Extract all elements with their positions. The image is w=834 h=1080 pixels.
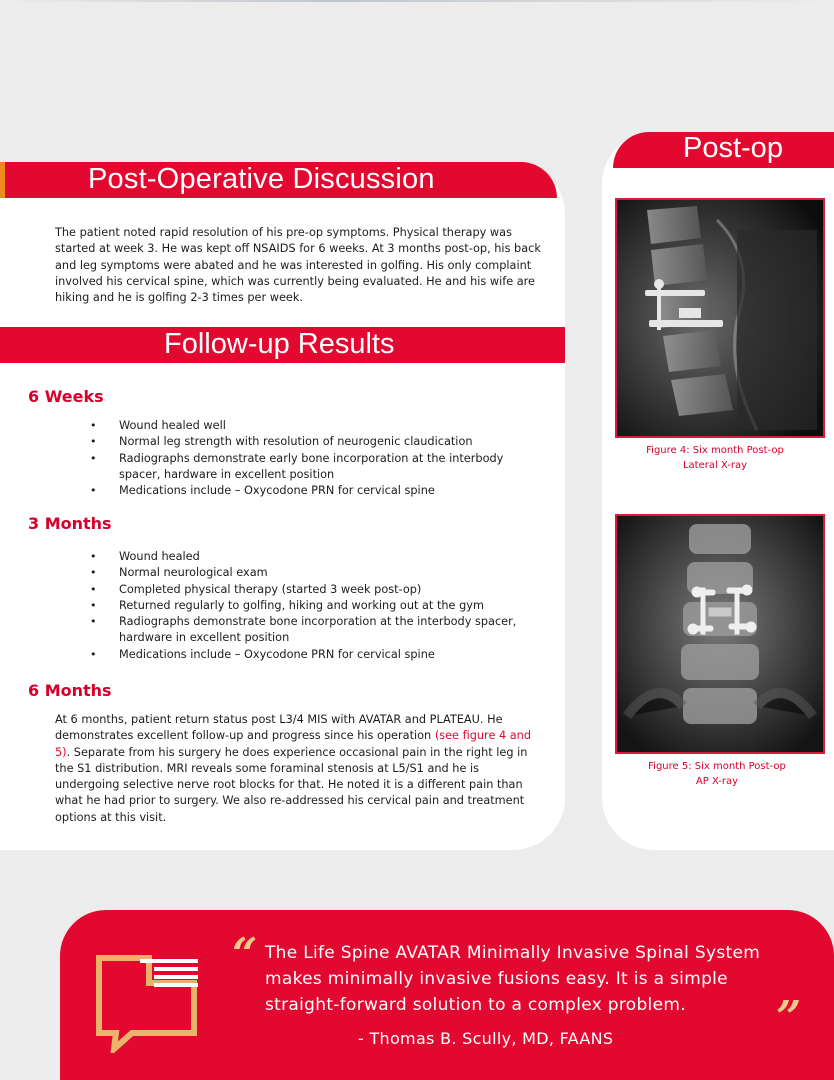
followup-header [0,327,565,363]
list-item: • Medications include – Oxycodone PRN for cervical spine [0,647,539,663]
six-months-text: At 6 months, patient return status post L3/4 MIS with AVATAR and PLATEAU. He demonstrates excellent follow-up and progress since his operation [55,713,503,743]
top-rule [0,0,834,2]
list-item: • Completed physical therapy (started 3 week post-op) [0,582,539,598]
discussion-paragraph: The patient noted rapid resolution of his pre-op symptoms. Physical therapy was started at week 3. He was kept off NSAIDS for 6 weeks. At 3 months post-op, his back and leg symptoms were abated and he was interested in golfing. His only complaint involved his cervical spine, which was currently being evaluated. He and his wife are hiking and he is golfing 2-3 times per week. [55,226,541,305]
six-months-paragraph [55,712,543,826]
figure-4-caption-line1: Figure 4: Six month Post-op [646,445,784,456]
six-months-text-cont: . Separate from his surgery he does experience occasional pain in the right leg in the S1 distribution. MRI reveals some foraminal stenosis at L5/S1 and he is undergoing selective nerve root blocks for that. He noted it is a different pain than what he had prior to surgery. We also re-addressed his cervical pain and treatment options at this visit. [55,745,528,824]
postop-header [613,132,834,168]
list-item: • Wound healed [0,549,539,565]
ap-xray-drawing [617,516,823,752]
list-item: • Normal leg strength with resolution of neurogenic claudication [0,434,539,450]
list-item: • Radiographs demonstrate bone incorporation at the interbody spacer, hardware in excellent position [0,614,539,647]
lateral-xray-drawing [617,200,823,436]
heading-6-months: 6 Months [28,681,112,700]
figure-reference-link[interactable]: (see figure 4 and 5) [55,729,532,759]
postop-title: Post-op [683,132,783,164]
testimonial-author: - Thomas B. Scully, MD, FAANS [358,1029,614,1048]
list-item: • Normal neurological exam [0,565,539,581]
heading-6-weeks: 6 Weeks [28,387,104,406]
figure-5-caption-line1: Figure 5: Six month Post-op [648,761,786,772]
figure-5-caption-line2: AP X-ray [695,776,739,787]
close-quote-mark: ” [776,992,802,1043]
followup-title: Follow-up Results [164,328,395,360]
figure-4-caption [610,443,820,473]
list-item: • Wound healed well [0,418,539,434]
list-3-months [0,549,539,663]
lateral-xray-image [615,198,825,438]
header-accent [0,162,5,198]
ap-xray-image [615,514,825,754]
testimonial-quote: The Life Spine AVATAR Minimally Invasive Spinal System makes minimally invasive fusions easy. It is a simple straight-forward solution to a complex problem. [265,943,761,1015]
list-item: • Returned regularly to golfing, hiking and working out at the gym [0,598,539,614]
open-quote-mark: “ [232,929,258,980]
figure-5-caption [612,759,822,789]
list-6-weeks [0,418,539,499]
speech-document-icon [94,953,200,1053]
discussion-header [0,162,557,198]
heading-3-months: 3 Months [28,514,112,533]
discussion-title: Post-Operative Discussion [88,163,435,195]
list-item: • Radiographs demonstrate early bone incorporation at the interbody spacer, hardware in excellent position [0,451,539,484]
list-item: • Medications include – Oxycodone PRN for cervical spine [0,483,539,499]
figure-4-caption-line2: Lateral X-ray [682,460,748,471]
